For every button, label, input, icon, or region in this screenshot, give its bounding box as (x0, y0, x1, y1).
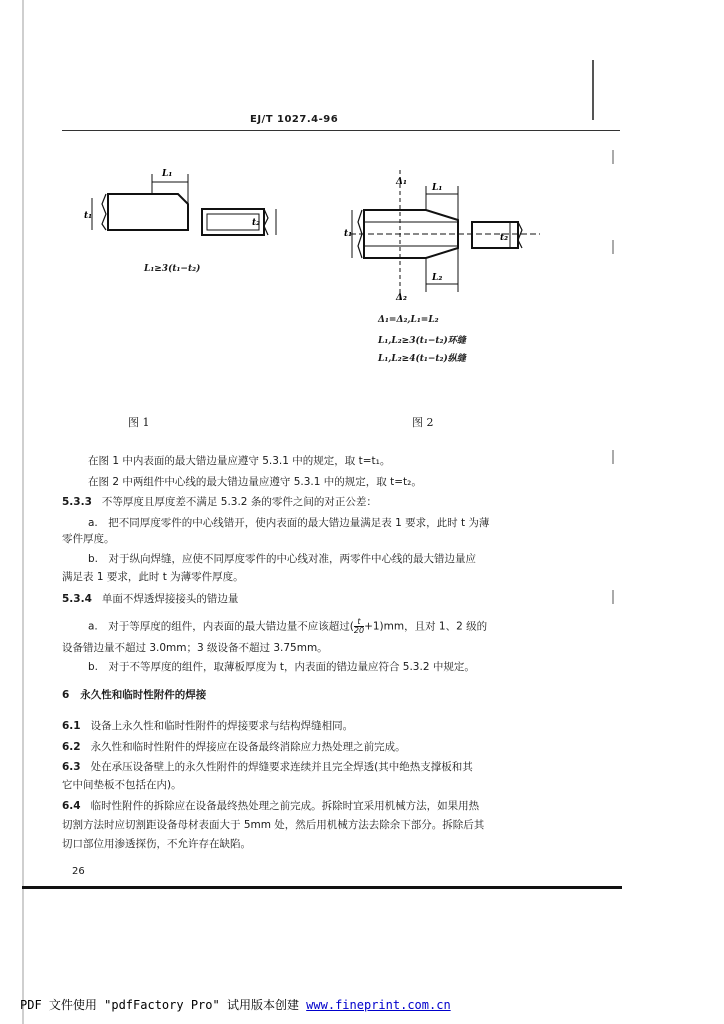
scan-margin-dot (612, 590, 614, 604)
fig1-t2-label: t₂ (252, 218, 261, 228)
fig2-t1-label: t₁ (344, 229, 353, 239)
fig2-l1-label: L₁ (432, 183, 443, 193)
section-text: 设备上永久性和临时性附件的焊接要求与结构焊缝相同。 (90, 720, 354, 732)
thin-plate-shape (472, 222, 518, 248)
section-number: 6.1 (62, 720, 81, 732)
section-number: 6 (62, 689, 70, 701)
paragraph-fig2-note: 在图 2 中两组件中心线的最大错边量应遵守 5.3.1 中的规定，取 t=t₂。 (88, 476, 422, 488)
fraction-denominator: 20 (353, 626, 365, 635)
section-text: 处在承压设备壁上的永久性附件的焊缝要求连续并且完全焊透(其中绝热支撑板和其 (90, 761, 473, 773)
fig1-l1-label: L₁ (162, 169, 173, 179)
scan-margin-mark (592, 60, 594, 120)
fig2-l2-label: L₂ (432, 273, 443, 283)
section-6-1 (62, 719, 353, 733)
thick-plate-shape (108, 194, 188, 230)
text-fragment: a. 对于等厚度的组件，内表面的最大错边量不应该超过( (88, 620, 354, 633)
section-text: 永久性和临时性附件的焊接应在设备最终消除应力热处理之前完成。 (90, 741, 406, 753)
item-a-line-1: a. 把不同厚度零件的中心线错开，使内表面的最大错边量满足表 1 要求，此时 t 为薄 (88, 517, 490, 529)
figure-1-drawing (80, 160, 280, 280)
scan-margin-dot (612, 150, 614, 164)
section-number: 6.3 (62, 761, 81, 773)
item-b-line-2: 满足表 1 要求，此时 t 为薄零件厚度。 (62, 571, 244, 583)
item-a2-line-2: 设备错边量不超过 3.0mm；3 级设备不超过 3.75mm。 (62, 642, 328, 654)
item-a-line-2: 零件厚度。 (62, 533, 115, 545)
paragraph-fig1-note: 在图 1 中内表面的最大错边量应遵守 5.3.1 中的规定，取 t=t₁。 (88, 455, 391, 467)
fig1-t1-label: t₁ (84, 211, 93, 221)
fig2-formula-line-1: Δ₁=Δ₂,L₁=L₂ (378, 315, 439, 325)
section-number: 5.3.4 (62, 593, 92, 605)
section-5-3-4 (62, 592, 238, 606)
text-fragment: +1)mm，且对 1、2 级的 (364, 620, 488, 633)
item-a2-line-1 (88, 618, 487, 635)
figure-1-caption: 图 1 (128, 416, 150, 429)
scan-edge-line (22, 0, 24, 1024)
page-number: 26 (72, 866, 85, 877)
section-number: 6.2 (62, 741, 81, 753)
section-6-4-line-3: 切口部位用渗透探伤，不允许存在缺陷。 (62, 838, 251, 850)
item-b-line-1: b. 对于纵向焊缝，应使不同厚度零件的中心线对准，两零件中心线的最大错边量应 (88, 553, 477, 565)
section-text: 临时性附件的拆除应在设备最终热处理之前完成。拆除时宜采用机械方法，如果用热 (90, 800, 480, 812)
item-b2-line-1: b. 对于不等厚度的组件，取薄板厚度为 t，内表面的错边量应符合 5.3.2 中规定。 (88, 661, 475, 673)
pdf-note-text: PDF 文件使用 "pdfFactory Pro" 试用版本创建 (20, 998, 307, 1012)
section-6-heading (62, 688, 206, 702)
section-5-3-3 (62, 495, 377, 509)
scan-margin-dot (612, 450, 614, 464)
figure-2-drawing (340, 160, 560, 310)
fraction (354, 618, 364, 635)
page-header: EJ/T 1027.4-96 (250, 114, 339, 125)
section-text: 不等厚度且厚度差不满足 5.3.2 条的零件之间的对正公差： (101, 496, 377, 508)
pdf-watermark-note (20, 996, 451, 1013)
fig2-formula-line-3: L₁,L₂≥4(t₁−t₂)纵缝 (378, 354, 466, 364)
section-text: 单面不焊透焊接接头的错边量 (101, 593, 239, 605)
section-number: 5.3.3 (62, 496, 92, 508)
section-6-4-line-1 (62, 799, 479, 813)
fig1-formula: L₁≥3(t₁−t₂) (144, 264, 201, 274)
section-6-2 (62, 740, 406, 754)
fineprint-link[interactable]: www.fineprint.com.cn (306, 998, 451, 1012)
header-rule (62, 130, 620, 131)
section-number: 6.4 (62, 800, 81, 812)
footer-rule (22, 886, 622, 889)
figure-2-caption: 图 2 (412, 416, 434, 429)
section-text: 永久性和临时性附件的焊接 (80, 689, 207, 701)
fig2-delta2-label: Δ₂ (396, 293, 407, 303)
section-6-4-line-2: 切割方法时应切割距设备母材表面大于 5mm 处，然后用机械方法去除余下部分。拆除后其 (62, 819, 485, 831)
section-6-3-line-2: 它中间垫板不包括在内)。 (62, 779, 182, 791)
fraction-numerator: t (354, 618, 364, 627)
scan-margin-dot (612, 240, 614, 254)
section-6-3-line-1 (62, 760, 473, 774)
fig2-t2-label: t₂ (500, 233, 509, 243)
fig2-delta1-label: Δ₁ (396, 177, 407, 187)
break-line (102, 194, 106, 230)
fig2-formula-line-2: L₁,L₂≥3(t₁−t₂)环缝 (378, 336, 466, 346)
